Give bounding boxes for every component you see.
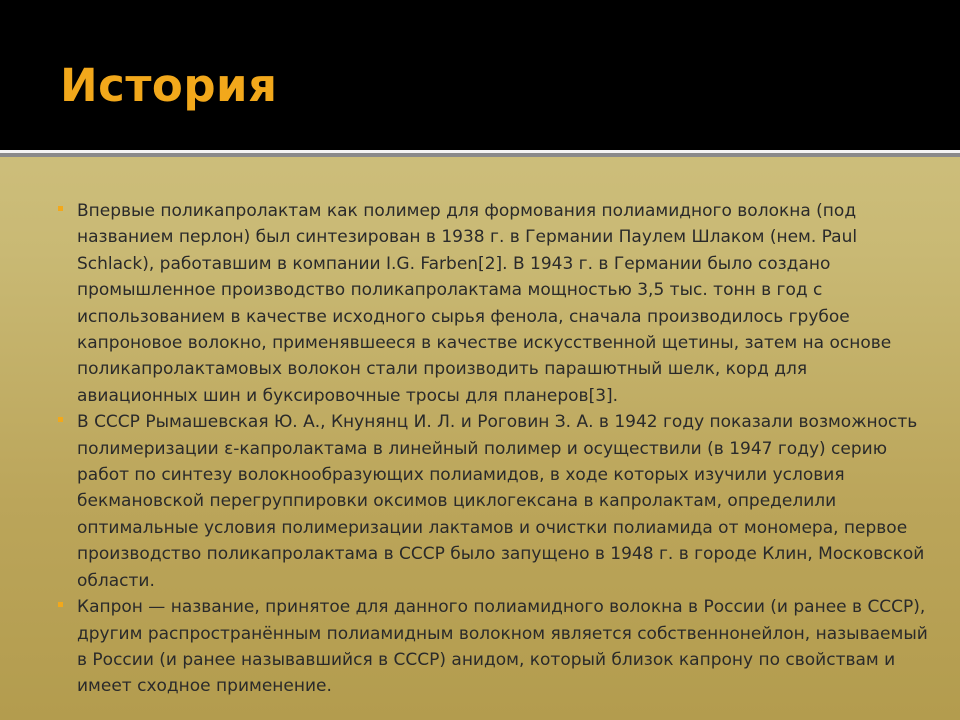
bullet-item — [58, 198, 933, 409]
bullet-list — [58, 198, 933, 700]
square-bullet-icon — [58, 602, 63, 607]
bullet-item — [58, 594, 933, 700]
square-bullet-icon — [58, 417, 63, 422]
square-bullet-icon — [58, 206, 63, 211]
bullet-text: Капрон — название, принятое для данного полиамидного волокна в России (и ранее в СССР), другим распространённым полиамидным волокном является собственнонейлон, называемый в России (и ранее называвшийся в СССР) анидом, который близок капрону по свойствам и имеет сходное применение. — [77, 597, 928, 697]
header-divider-dark — [0, 153, 960, 157]
bullet-item — [58, 409, 933, 594]
bullet-text: Впервые поликапролактам как полимер для формования полиамидного волокна (под названием перлон) был синтезирован в 1938 г. в Германии Паулем Шлаком (нем. Paul Schlack), работавшим в компании I.G. Farben[2]. В 1943 г. в Германии было создано промышленное производство поликапролактама мощностью 3,5 тыс. тонн в год с использованием в качестве исходного сырья фенола, сначала производилось грубое капроновое волокно, применявшееся в качестве искусственной щетины, затем на основе поликапролактамовых волокон стали производить парашютный шелк, корд для авиационных шин и буксировочные тросы для планеров[3]. — [77, 201, 892, 406]
title-bar — [0, 0, 960, 150]
bullet-text: В СССР Рымашевская Ю. А., Кнунянц И. Л. и Роговин З. А. в 1942 году показали возможность полимеризации ε-капролактама в линейный полимер и осуществили (в 1947 году) серию работ по синтезу волокнообразующих полиамидов, в ходе которых изучили условия бекмановской перегруппировки оксимов циклогексана в капролактам, определили оптимальные условия полимеризации лактамов и очистки полиамида от мономера, первое производство поликапролактама в СССР было запущено в 1948 г. в городе Клин, Московской области. — [77, 412, 925, 591]
slide-title: История — [60, 59, 278, 112]
